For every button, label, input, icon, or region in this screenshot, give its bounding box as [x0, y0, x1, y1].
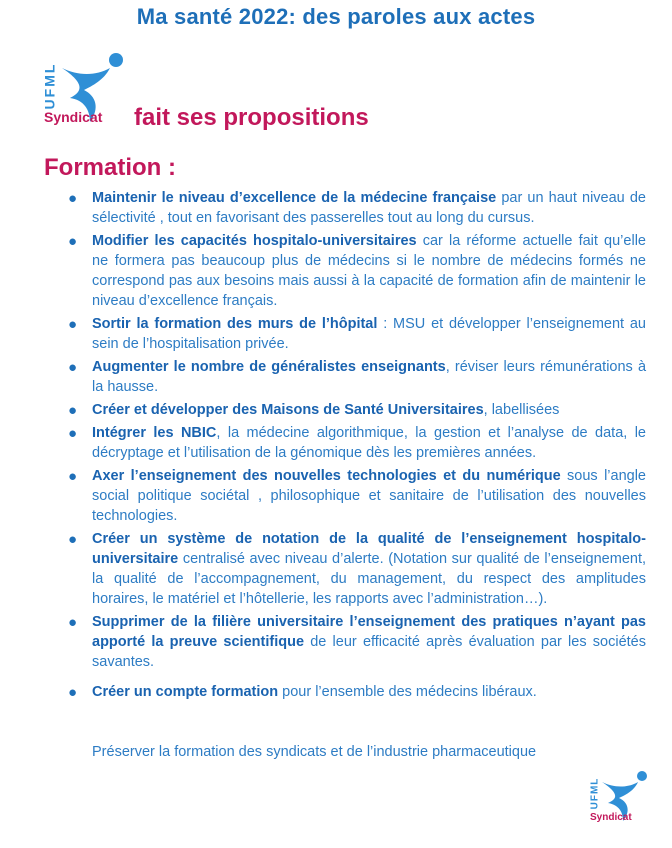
- tagline: fait ses propositions: [134, 104, 369, 131]
- bullet-icon: ●: [68, 190, 78, 207]
- bullet-icon: ●: [68, 614, 78, 631]
- list-item: ● Axer l’enseignement des nouvelles technologies et du numérique sous l’angle social politique sociétal , philosophique et sanitaire de l’utilisation des nouvelles technologies.: [68, 468, 646, 524]
- bullet-icon: ●: [68, 425, 78, 442]
- list-item: ● Modifier les capacités hospitalo-universitaires car la réforme actuelle fait qu’elle ne formera pas beaucoup plus de médecins si le nombre de médecins formés ne correspond pas aux besoins mais aussi à la capacité de formation afin de maintenir le niveau d’excellence français.: [68, 233, 646, 309]
- list-item: ● Créer un compte formation pour l’ensemble des médecins libéraux.: [68, 684, 537, 701]
- bullet-icon: ●: [68, 402, 78, 419]
- bullet-icon: ●: [68, 359, 78, 376]
- bullet-icon: ●: [68, 531, 78, 548]
- list-item: ● Créer un système de notation de la qualité de l’enseignement hospitalo-universitaire centralisé avec niveau d’alerte. (Notation sur qualité de l’enseignement, la qualité de l’accompagnement, du management, du respect des amplitudes horaires, le matériel et l’hôtellerie, les rapports avec l’administration…).: [68, 531, 646, 607]
- bullet-icon: ●: [68, 233, 78, 250]
- logo-small-text: UFML: [589, 777, 601, 809]
- bullet-list: [62, 188, 646, 705]
- logo-text: UFML: [41, 62, 58, 110]
- closing-line: Préserver la formation des syndicats et de l’industrie pharmaceutique: [92, 744, 537, 760]
- list-item: ● Intégrer les NBIC, la médecine algorithmique, la gestion et l’analyse de data, le décryptage et l’utilisation de la génomique dès les premières années.: [68, 425, 646, 461]
- bullet-icon: ●: [68, 316, 78, 333]
- list-item: ● Supprimer de la filière universitaire l’enseignement des pratiques n’ayant pas apporté la preuve scientifique de leur efficacité après évaluation par les sociétés savantes.: [68, 614, 646, 670]
- logo-small-subtitle: Syndicat: [590, 812, 632, 823]
- section-heading: Formation :: [44, 154, 176, 181]
- list-item: ● Augmenter le nombre de généralistes enseignants, réviser leurs rémunérations à la hausse.: [68, 359, 647, 395]
- page-title: Ma santé 2022: des paroles aux actes: [136, 4, 536, 29]
- logo-subtitle: Syndicat: [44, 109, 103, 125]
- list-item: ● Maintenir le niveau d’excellence de la médecine française par un haut niveau de sélectivité , tout en favorisant des passerelles tout au long du cursus.: [68, 190, 646, 226]
- bullet-icon: ●: [68, 468, 78, 485]
- list-item: ● Créer et développer des Maisons de Santé Universitaires, labellisées: [68, 402, 560, 419]
- list-item: ● Sortir la formation des murs de l’hôpital : MSU et développer l’enseignement au sein de l’hospitalisation privée.: [68, 316, 646, 352]
- bullet-icon: ●: [68, 684, 78, 701]
